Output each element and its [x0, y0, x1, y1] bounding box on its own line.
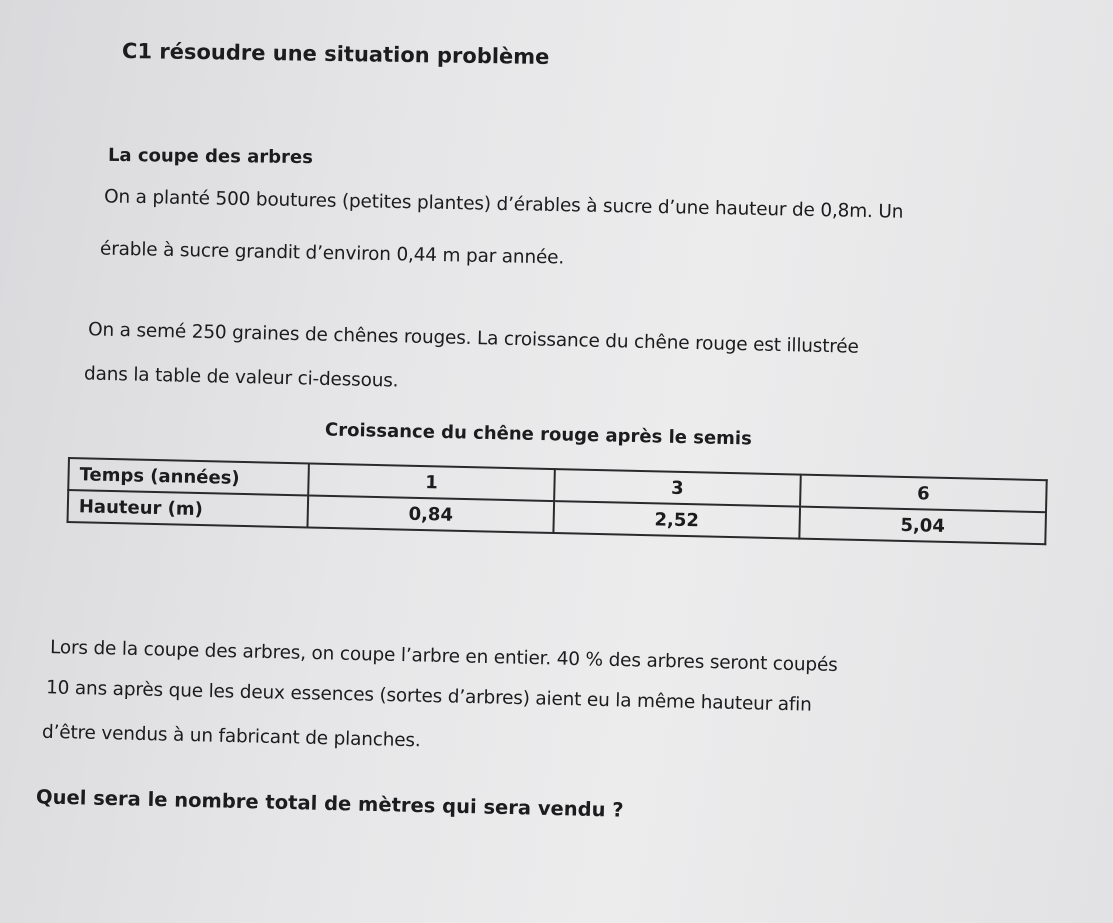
problem-subtitle: La coupe des arbres: [107, 144, 313, 169]
time-cell-2: 3: [554, 469, 801, 507]
time-cell-3: 6: [800, 475, 1047, 513]
row-header-time: Temps (années): [68, 458, 309, 495]
paragraph3-line1: Lors de la coupe des arbres, on coupe l’arbre en entier. 40 % des arbres seront coupés: [49, 637, 838, 676]
paragraph3-line3: d’être vendus à un fabricant de planches.: [41, 721, 421, 752]
paragraph1-line2: érable à sucre grandit d’environ 0,44 m par année.: [99, 238, 565, 269]
paragraph2-line2: dans la table de valeur ci-dessous.: [83, 363, 399, 392]
paragraph3-line2: 10 ans après que les deux essences (sortes d’arbres) aient eu la même hauteur afin: [45, 677, 812, 716]
question-text: Quel sera le nombre total de mètres qui sera vendu ?: [35, 785, 624, 822]
height-cell-1: 0,84: [307, 495, 554, 533]
time-cell-1: 1: [308, 463, 555, 501]
paragraph1-line1: On a planté 500 boutures (petites plantes) d’érables à sucre d’une hauteur de 0,8m. Un: [103, 186, 904, 223]
growth-table: [67, 457, 1048, 545]
growth-table-wrap: [65, 457, 1049, 591]
paragraph2-line1: On a semé 250 graines de chênes rouges. La croissance du chêne rouge est illustrée: [87, 319, 859, 358]
exercise-title: C1 résoudre une situation problème: [121, 39, 550, 69]
table-caption: Croissance du chêne rouge après le semis: [324, 419, 753, 450]
height-cell-2: 2,52: [553, 501, 800, 539]
height-cell-3: 5,04: [799, 507, 1046, 545]
row-header-height: Hauteur (m): [68, 490, 309, 527]
